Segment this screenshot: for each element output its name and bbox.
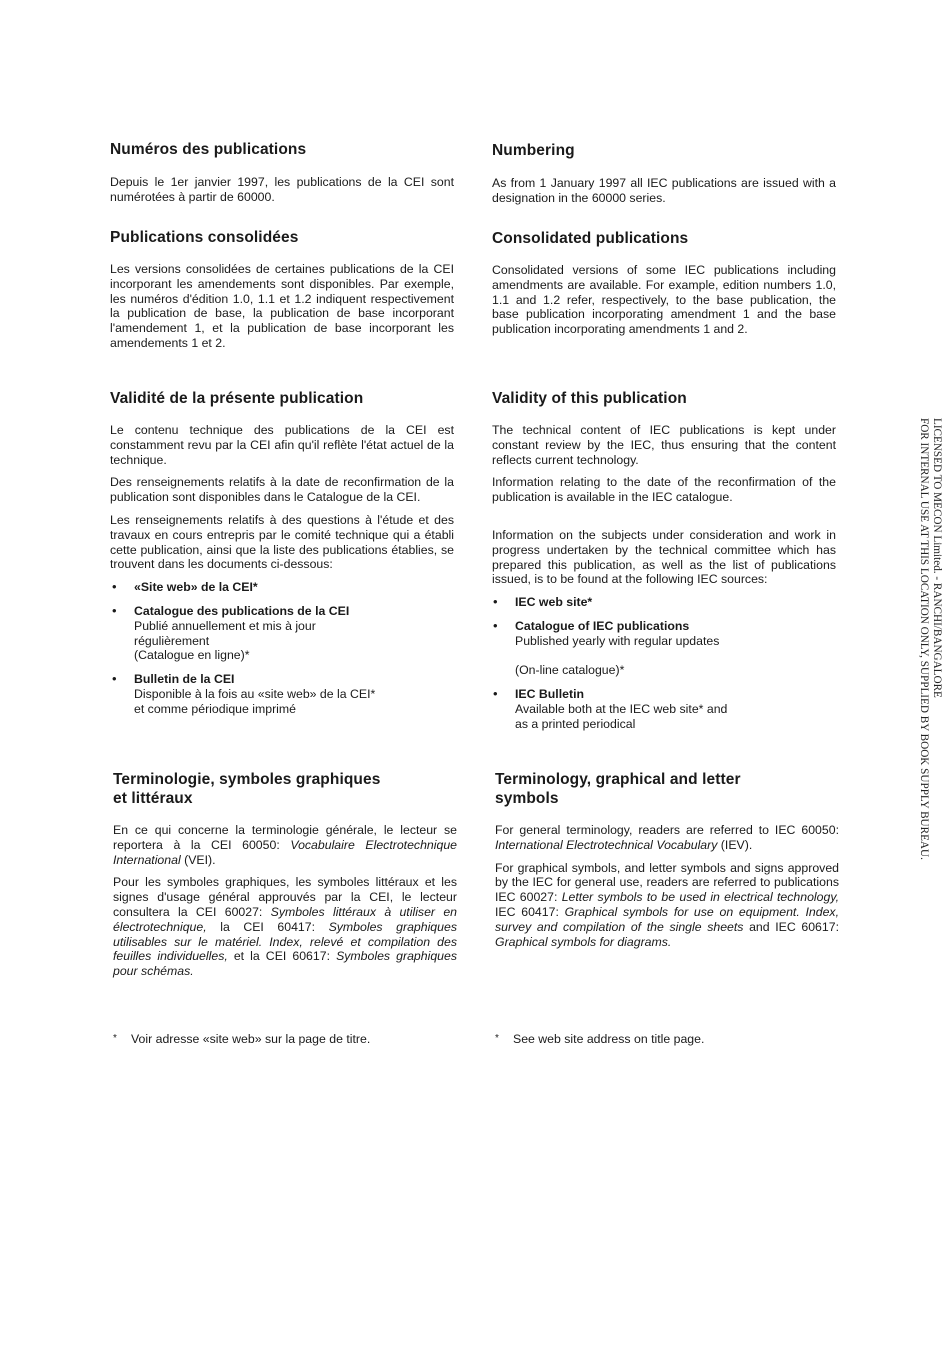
en-diagram-symbols-title: Graphical symbols for diagrams. bbox=[495, 934, 672, 949]
fr-source-catalogue-line-3: (Catalogue en ligne)* bbox=[134, 648, 250, 663]
en-terminology-text-2 bbox=[495, 861, 839, 950]
fr-footnote-star: * bbox=[113, 1033, 117, 1044]
en-terminology-text-2-a: For graphical symbols, and letter symbols and signs approved by the IEC for general use, readers are referred to publications IEC 60027: bbox=[495, 860, 839, 905]
fr-source-catalogue-title: • Catalogue des publications de la CEI bbox=[134, 603, 350, 618]
en-consolidated-text: Consolidated versions of some IEC publications including amendments are available. For example, edition numbers 1.0, 1.1 and 1.2 refer, respectively, to the base publication, the base publication incorporating amendment 1 and the base publication incorporating amendments 1 and 2. bbox=[492, 263, 836, 337]
en-source-website bbox=[515, 595, 836, 610]
en-source-catalogue-line-1: Published yearly with regular updates bbox=[515, 633, 720, 648]
fr-source-catalogue-line-1: Publié annuellement et mis à jour bbox=[134, 618, 316, 633]
en-terminology-text-1-a: For general terminology, readers are referred to IEC 60050: bbox=[495, 823, 839, 837]
en-numbering-section bbox=[492, 141, 836, 206]
en-source-catalogue-line-2: (On-line catalogue)* bbox=[515, 663, 625, 678]
fr-source-bulletin-title: • Bulletin de la CEI bbox=[134, 672, 235, 687]
en-graphical-symbols-title: Graphical symbols for use on equipment. Index, survey and compilation of the single sheets bbox=[495, 904, 839, 934]
fr-vocabulary-title: Vocabulaire Electrotechnique International bbox=[113, 837, 457, 867]
fr-validity-section bbox=[110, 389, 454, 726]
fr-terminology-text-2 bbox=[113, 875, 457, 979]
fr-letter-symbols-title: Symboles littéraux à utiliser en électrotechnique, bbox=[113, 904, 457, 934]
en-terminology-heading-line-2: symbols bbox=[495, 790, 559, 807]
en-sources-list bbox=[468, 595, 836, 731]
fr-numbering-text: Depuis le 1er janvier 1997, les publications de la CEI sont numérotées à partir de 60000. bbox=[110, 175, 454, 204]
en-terminology-heading-line-1: Terminology, graphical and letter bbox=[495, 771, 741, 788]
en-validity-text-2: Information relating to the date of the reconfirmation of the publication is available in the IEC catalogue. bbox=[492, 475, 836, 505]
en-terminology-heading bbox=[495, 770, 839, 808]
en-validity-heading: Validity of this publication bbox=[492, 390, 687, 407]
fr-terminology-text-1-c: (VEI). bbox=[180, 852, 216, 867]
fr-terminology-text-2-a: Pour les symboles graphiques, les symboles littéraux et les signes d'usage général approuvés par la CEI, le lecteur consultera la CEI 60027: bbox=[113, 875, 457, 919]
en-validity-text-3: Information on the subjects under consideration and work in progress undertaken by the technical committee which has prepared this publication, as well as the list of publications issued, is to be found at the following IEC sources: bbox=[492, 527, 836, 587]
fr-terminology-heading-line-2: et littéraux bbox=[113, 790, 193, 807]
fr-source-bulletin-line-2: et comme périodique imprimé bbox=[134, 701, 296, 716]
fr-validity-heading: Validité de la présente publication bbox=[110, 390, 364, 407]
en-terminology-text-2-e: and IEC 60617: bbox=[743, 919, 839, 934]
en-footnote bbox=[495, 1032, 839, 1047]
fr-source-website bbox=[134, 580, 454, 595]
fr-footnote bbox=[113, 1032, 457, 1047]
license-stamp-text bbox=[913, 418, 943, 958]
fr-validity-text-2: Des renseignements relatifs à la date de reconfirmation de la publication sont disponibles dans le Catalogue de la CEI. bbox=[110, 475, 454, 505]
fr-source-bulletin-line-1: Disponible à la fois au «site web» de la CEI* bbox=[134, 686, 376, 701]
en-validity-section bbox=[492, 389, 836, 741]
fr-terminology-text-1 bbox=[113, 823, 457, 867]
en-validity-text-1: The technical content of IEC publications is kept under constant review by the IEC, thus ensuring that the content reflects current technology. bbox=[492, 423, 836, 467]
fr-validity-text-3: Les renseignements relatifs à des questions à l'étude et des travaux en cours entrepris par le comité technique qui a établi cette publication, ainsi que la liste des publications établies, se trouvent dans les documents ci-dessous: bbox=[110, 512, 454, 572]
en-source-bulletin bbox=[515, 687, 836, 731]
fr-terminology-heading bbox=[113, 770, 457, 808]
en-source-bulletin-line-2: as a printed periodical bbox=[515, 716, 636, 731]
en-source-bulletin-title: • IEC Bulletin bbox=[515, 687, 585, 702]
license-stamp-line-1: LICENSED TO MECON Limited. - RANCHI/BANGALORE bbox=[931, 418, 943, 698]
fr-consolidated-text: Les versions consolidées de certaines publications de la CEI incorporant les amendements sont disponibles. Par exemple, les numéros d'édition 1.0, 1.1 et 1.2 indiquent respectivement la publication de base, la publication de base incorporant l'amendement 1, et la publication de base incorporant les amendements 1 et 2. bbox=[110, 262, 454, 350]
en-source-catalogue bbox=[515, 619, 836, 678]
fr-validity-text-1: Le contenu technique des publications de la CEI est constamment revu par la CEI afin qu'il reflète l'état actuel de la technique. bbox=[110, 423, 454, 467]
fr-numbering-section bbox=[110, 140, 454, 205]
fr-terminology-text-2-e: et la CEI 60617: bbox=[227, 949, 337, 964]
en-numbering-text: As from 1 January 1997 all IEC publications are issued with a designation in the 60000 series. bbox=[492, 176, 836, 205]
en-source-bulletin-line-1: Available both at the IEC web site* and bbox=[515, 701, 728, 716]
fr-diagram-symbols-title: Symboles graphiques pour schémas. bbox=[113, 949, 457, 979]
en-terminology-text-1 bbox=[495, 823, 839, 853]
en-terminology-section bbox=[495, 770, 839, 949]
fr-consolidated-section bbox=[110, 228, 454, 351]
fr-graphical-symbols-title: Symboles graphiques utilisables sur le matériel. Index, relevé et compilation des feuilles individuelles, bbox=[113, 919, 457, 964]
fr-source-bulletin bbox=[134, 672, 454, 716]
fr-source-website-title: • «Site web» de la CEI* bbox=[134, 580, 258, 595]
fr-sources-list bbox=[110, 580, 454, 716]
fr-footnote-text: Voir adresse «site web» sur la page de titre. bbox=[131, 1032, 371, 1046]
en-terminology-text-1-c: (IEV). bbox=[717, 837, 753, 852]
en-source-catalogue-title: • Catalogue of IEC publications bbox=[515, 618, 690, 633]
en-consolidated-heading: Consolidated publications bbox=[492, 230, 689, 247]
fr-numbering-heading: Numéros des publications bbox=[110, 141, 307, 158]
license-stamp-line-2: FOR INTERNAL USE AT THIS LOCATION ONLY, SUPPLIED BY BOOK SUPPLY BUREAU. bbox=[918, 418, 930, 860]
en-consolidated-section bbox=[492, 229, 836, 337]
fr-terminology-text-2-c: la CEI 60417: bbox=[206, 919, 329, 934]
en-footnote-star: * bbox=[495, 1033, 499, 1044]
en-numbering-heading: Numbering bbox=[492, 142, 575, 159]
fr-source-catalogue-line-2: régulièrement bbox=[134, 633, 210, 648]
en-source-website-title: • IEC web site* bbox=[515, 595, 593, 610]
fr-source-catalogue bbox=[134, 604, 454, 663]
en-vocabulary-title: International Electrotechnical Vocabulary bbox=[495, 837, 718, 852]
en-source-catalogue-spacer bbox=[515, 649, 836, 664]
en-footnote-text: See web site address on title page. bbox=[513, 1032, 705, 1046]
fr-terminology-heading-line-1: Terminologie, symboles graphiques bbox=[113, 771, 381, 788]
en-letter-symbols-title: Letter symbols to be used in electrical technology, bbox=[561, 890, 839, 905]
license-stamp bbox=[913, 418, 943, 958]
fr-terminology-section bbox=[113, 770, 457, 979]
fr-consolidated-heading: Publications consolidées bbox=[110, 229, 299, 246]
fr-terminology-text-1-a: En ce qui concerne la terminologie générale, le lecteur se reportera à la CEI 60050: bbox=[113, 823, 457, 852]
en-terminology-text-2-c: IEC 60417: bbox=[495, 904, 565, 919]
